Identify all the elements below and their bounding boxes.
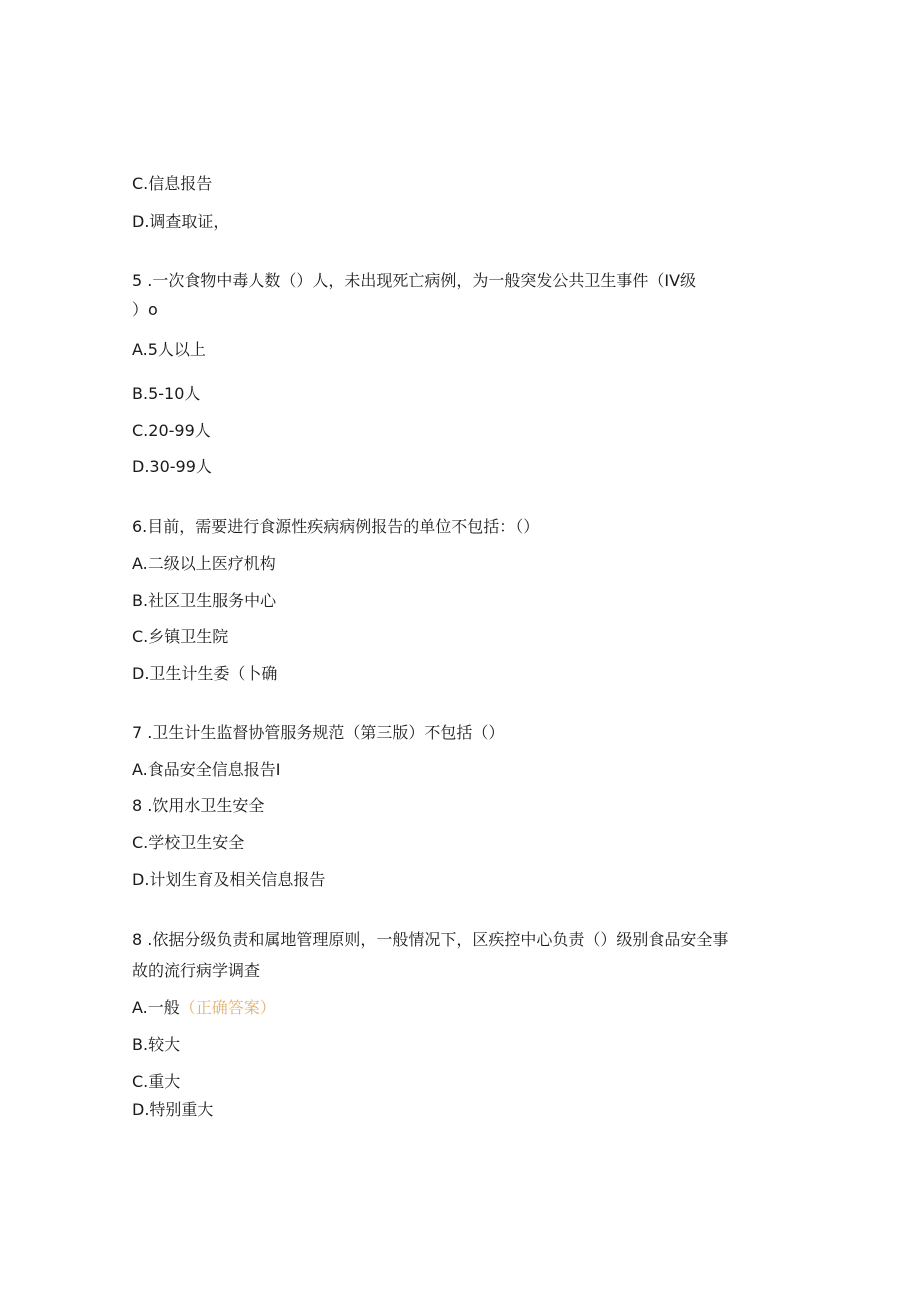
question-7-option-a: A.食品安全信息报告I [132, 760, 281, 779]
option-d-investigation: D.调查取证， [132, 212, 230, 231]
question-8-text-cont: 故的流行病学调查 [132, 961, 261, 980]
question-6-option-a: A.二级以上医疗机构 [132, 554, 276, 573]
question-6-option-b: B.社区卫生服务中心 [132, 591, 277, 610]
question-7-option-c: C.学校卫生安全 [132, 833, 245, 852]
option-c-info-report: C.信息报告 [132, 174, 213, 193]
question-8-option-b: B.较大 [132, 1035, 181, 1054]
question-5-option-c: C.20-99人 [132, 421, 211, 440]
question-5-text: 5 .一次食物中毒人数（）人，未出现死亡病例，为一般突发公共卫生事件（IV级 [132, 271, 697, 290]
question-8-option-c: C.重大 [132, 1072, 181, 1091]
question-8-option-d: D.特别重大 [132, 1100, 214, 1119]
question-6-text: 6.目前，需要进行食源性疾病病例报告的单位不包括：（） [132, 517, 540, 536]
correct-answer-tag: （正确答案） [179, 998, 276, 1017]
question-5-text-cont: ）o [132, 300, 158, 319]
question-7-text: 7 .卫生计生监督协管服务规范（第三版）不包括（） [132, 723, 505, 742]
question-7-option-b: 8 .饮用水卫生安全 [132, 796, 265, 815]
question-8-option-a [132, 998, 276, 1018]
question-5-option-b: B.5-10人 [132, 384, 201, 403]
question-8-text: 8 .依据分级负责和属地管理原则，一般情况下，区疾控中心负责（）级别食品安全事 [132, 930, 729, 949]
question-6-option-c: C.乡镇卫生院 [132, 627, 229, 646]
question-7-option-d: D.计划生育及相关信息报告 [132, 870, 326, 889]
question-5-option-d: D.30-99人 [132, 457, 212, 476]
question-6-option-d: D.卫生计生委（卜确 [132, 664, 278, 683]
option-a-label: A.一般 [132, 998, 180, 1017]
question-5-option-a: A.5人以上 [132, 340, 206, 359]
